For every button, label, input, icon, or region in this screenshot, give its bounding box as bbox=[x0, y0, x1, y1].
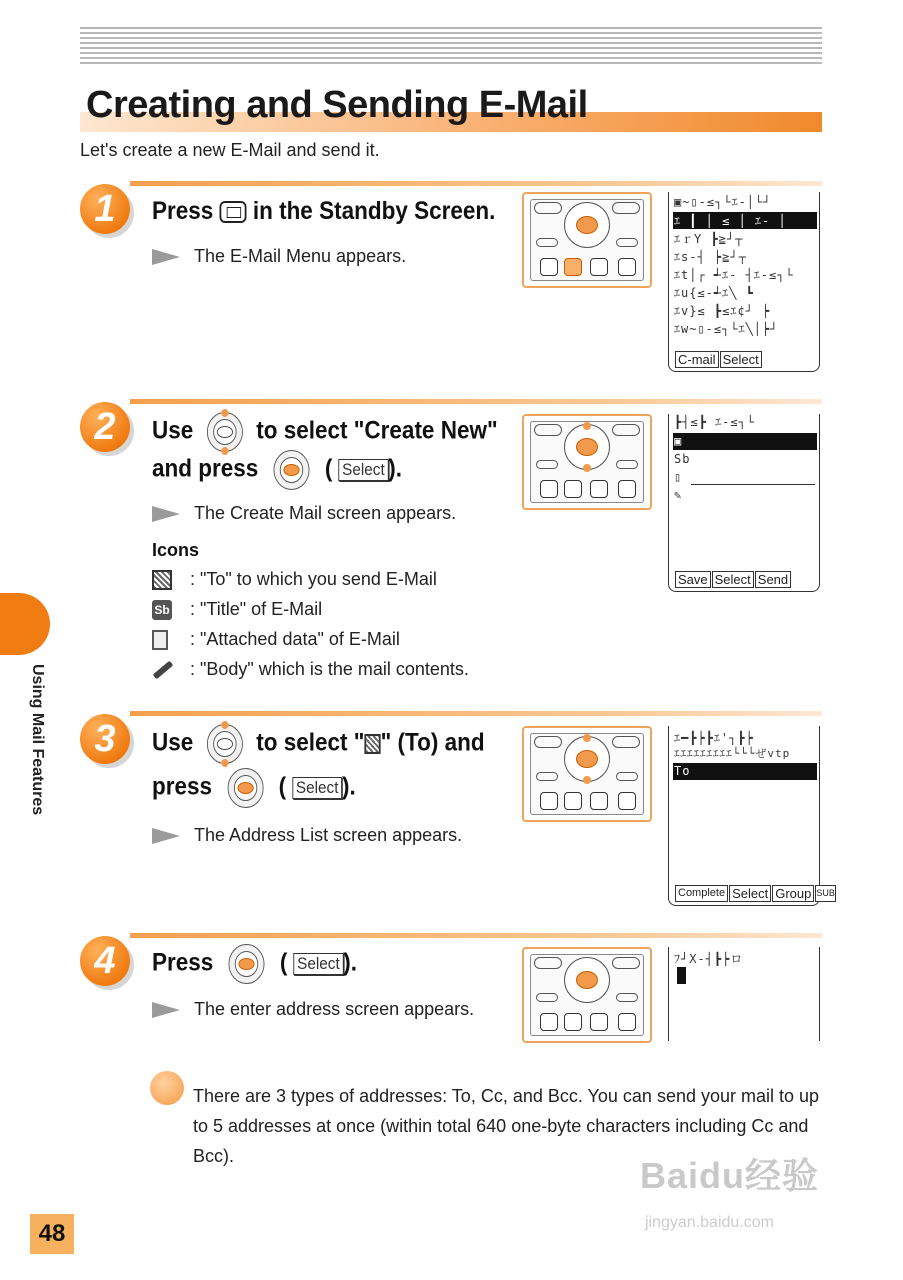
softkey: SUB bbox=[815, 885, 836, 902]
nav-key-updown-icon bbox=[207, 724, 243, 764]
softkey: Select bbox=[712, 571, 754, 588]
nav-key-center-icon bbox=[274, 450, 310, 490]
attachment-icon bbox=[152, 630, 168, 650]
arrow-icon bbox=[152, 828, 180, 844]
title-icon: Sb bbox=[152, 600, 172, 620]
step-number: 1 bbox=[80, 184, 130, 234]
arrow-icon bbox=[152, 249, 180, 265]
softkey-bar bbox=[675, 885, 836, 902]
step-number: 3 bbox=[80, 714, 130, 764]
section-tab-label: Using Mail Features bbox=[29, 664, 46, 816]
step-result bbox=[152, 999, 474, 1020]
softkey-bar bbox=[675, 571, 791, 588]
selected-entry: To bbox=[674, 764, 691, 778]
step-heading-pre: Use bbox=[152, 416, 194, 445]
keypad-illustration bbox=[522, 947, 652, 1043]
phone-screen: ｴ━┣┝┣ｴ'┐┣┝ ｴｴｴｴｴｴｴｴｴ└└└ぜvtp To Complete Select Group SUB bbox=[668, 726, 820, 906]
step-heading-line2 bbox=[152, 450, 402, 490]
step-heading: Use to select " " (To) and bbox=[152, 724, 485, 764]
hand-pointer-icon bbox=[150, 1071, 184, 1105]
softkey: Complete bbox=[675, 885, 728, 902]
step-separator bbox=[130, 711, 822, 716]
text-cursor bbox=[677, 967, 686, 984]
page-number: 48 bbox=[30, 1214, 74, 1254]
icons-heading: Icons bbox=[152, 540, 200, 560]
keypad-illustration bbox=[522, 192, 652, 288]
softkey: C-mail bbox=[675, 351, 719, 368]
phone-screen: ┣┤≤┣ ｴ-≤┐└ ▣ Sb ▯ ✎ Save Select Send bbox=[668, 414, 820, 592]
step-heading bbox=[152, 197, 495, 226]
step-heading-line2 bbox=[152, 768, 356, 808]
step-separator bbox=[130, 399, 822, 404]
nav-key-center-icon bbox=[229, 944, 265, 984]
select-softkey-label: Select bbox=[339, 459, 389, 481]
paren: ( bbox=[324, 454, 333, 483]
step-heading-post: in the Standby Screen. bbox=[252, 197, 496, 225]
step-heading-mid: to select "Create New" bbox=[256, 416, 498, 445]
paren: ( bbox=[278, 772, 287, 801]
mail-key-icon bbox=[220, 201, 247, 223]
note-text: There are 3 types of addresses: To, Cc, and Bcc. You can send your mail to up to 5 addresses at once (within total 640 one-byte characters including Cc and Bcc). bbox=[193, 1086, 820, 1166]
softkey-bar bbox=[675, 351, 762, 368]
intro-text: Let's create a new E-Mail and send it. bbox=[80, 140, 380, 160]
icon-legend-row: : "Attached data" of E-Mail bbox=[152, 629, 400, 650]
step-result bbox=[152, 503, 456, 524]
step-result bbox=[152, 246, 406, 267]
keypad-illustration bbox=[522, 726, 652, 822]
step-separator bbox=[130, 933, 822, 938]
select-softkey-label: Select bbox=[294, 953, 344, 975]
step-heading-pre: Press bbox=[152, 948, 214, 977]
softkey: Send bbox=[755, 571, 791, 588]
page-title: Creating and Sending E-Mail bbox=[86, 84, 588, 126]
nav-key-updown-icon bbox=[207, 412, 243, 452]
paren: ). bbox=[343, 948, 358, 977]
keypad-illustration bbox=[522, 414, 652, 510]
step-heading-line2-pre: press bbox=[152, 772, 213, 801]
arrow-icon bbox=[152, 506, 180, 522]
watermark-logo: Baidu经验 bbox=[640, 1155, 820, 1196]
icon-legend-row: : "To" to which you send E-Mail bbox=[152, 569, 437, 590]
icon-legend-row: : "Body" which is the mail contents. bbox=[152, 659, 469, 680]
to-icon bbox=[152, 570, 172, 590]
watermark-url: jingyan.baidu.com bbox=[645, 1214, 774, 1231]
softkey: Group bbox=[772, 885, 814, 902]
step-number: 4 bbox=[80, 936, 130, 986]
step-heading-line2-pre: and press bbox=[152, 454, 259, 483]
step-result-text: The E-Mail Menu appears. bbox=[194, 246, 407, 266]
section-tab bbox=[0, 593, 50, 655]
softkey: Select bbox=[720, 351, 762, 368]
to-icon bbox=[364, 734, 380, 754]
arrow-icon bbox=[152, 1002, 180, 1018]
paren: ( bbox=[279, 948, 288, 977]
step-separator bbox=[130, 181, 822, 186]
step-result-text: The Create Mail screen appears. bbox=[194, 503, 457, 523]
nav-key-center-icon bbox=[227, 768, 263, 808]
pencil-icon bbox=[153, 661, 174, 680]
step-result-text: The Address List screen appears. bbox=[194, 825, 463, 845]
phone-screen: ﾌ┘X-┤┣┝ロ bbox=[668, 947, 820, 1041]
step-heading-pre: Use bbox=[152, 728, 194, 757]
softkey: Select bbox=[729, 885, 771, 902]
icon-legend-row: Sb : "Title" of E-Mail bbox=[152, 599, 322, 620]
softkey: Save bbox=[675, 571, 711, 588]
header-stripes bbox=[80, 27, 822, 65]
select-softkey-label: Select bbox=[292, 777, 342, 799]
step-number: 2 bbox=[80, 402, 130, 452]
phone-screen: ▣~▯-≤┐└ｴ-│└┘ ｴ ┃ │ ≤ │ ｴ- │ ｴｒY ┣≧┘┬ ｴs-┤ ┝≧┘┬ ｴt│┌ ┵ｴ- ┤ｴ-≤┐└ ｴu{≤-┵ｴ╲ ┗ ｴv}≤ ┣≤ｴ¢┘ ┝ ｴw~▯-≤┐└ｴ╲│┝┘ C-mail Select bbox=[668, 192, 820, 372]
step-result bbox=[152, 825, 462, 846]
step-result-text: The enter address screen appears. bbox=[194, 999, 475, 1019]
step-heading bbox=[152, 412, 498, 452]
paren: ). bbox=[388, 454, 403, 483]
step-heading bbox=[152, 944, 357, 984]
paren: ). bbox=[342, 772, 356, 801]
step-heading-pre: Press bbox=[152, 197, 214, 225]
